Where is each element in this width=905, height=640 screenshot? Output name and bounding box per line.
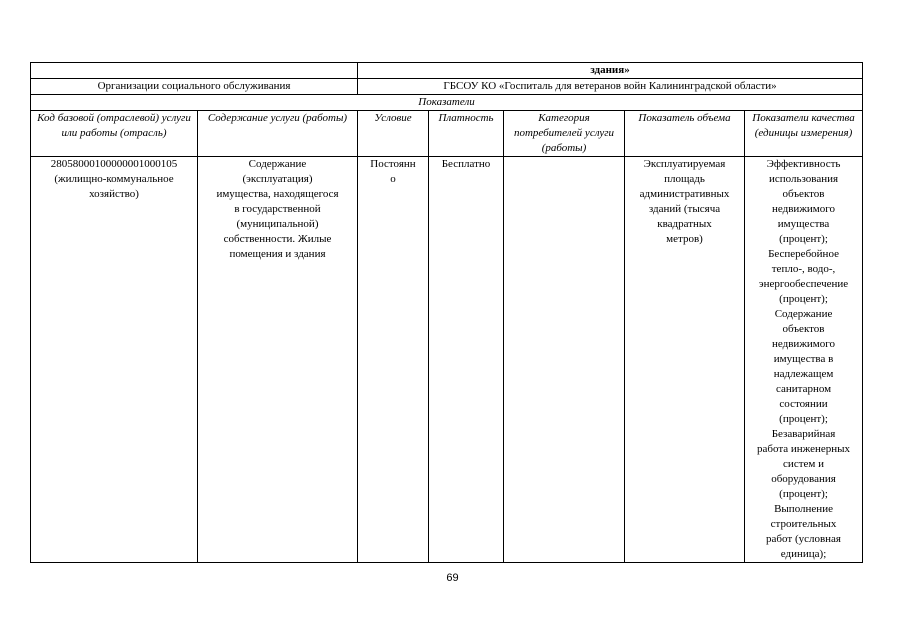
cell-quality: Эффективность использования объектов недвижимого имущества (процент); Бесперебойное тепло-, водо-, энергообеспечение (процент); Содержание объектов недвижимого имущества в надлежащем санитарном состоянии (процент); Безаварийная работа инженерных систем и оборудования (процент); Выполнение строительных работ (условная единица); xyxy=(745,157,863,563)
cell-consumer-category xyxy=(504,157,625,563)
header-payment: Платность xyxy=(429,111,504,157)
page-number: 69 xyxy=(446,572,459,584)
top-row xyxy=(31,63,863,79)
header-content: Содержание услуги (работы) xyxy=(198,111,358,157)
cell-volume: Эксплуатируемая площадь административных зданий (тысяча квадратных метров) xyxy=(625,157,745,563)
organization-label: Организации социального обслуживания xyxy=(31,79,358,95)
organization-name: ГБСОУ КО «Госпиталь для ветеранов войн Калининградской области» xyxy=(358,79,863,95)
cell-payment: Бесплатно xyxy=(429,157,504,563)
indicators-row xyxy=(31,95,863,111)
services-table xyxy=(30,62,863,563)
cell-code: 28058000100000001000105 (жилищно-коммунальное хозяйство) xyxy=(31,157,198,563)
header-code: Код базовой (отраслевой) услуги или работы (отрасль) xyxy=(31,111,198,157)
header-volume-indicator: Показатель объема xyxy=(625,111,745,157)
header-condition: Условие xyxy=(358,111,429,157)
organization-row xyxy=(31,79,863,95)
header-row xyxy=(31,111,863,157)
indicators-title: Показатели xyxy=(31,95,863,111)
top-row-text: здания» xyxy=(358,63,863,79)
cell-condition: Постоянн о xyxy=(358,157,429,563)
header-quality-indicators: Показатели качества (единицы измерения) xyxy=(745,111,863,157)
cell-content: Содержание (эксплуатация) имущества, находящегося в государственной (муниципальной) собственности. Жилые помещения и здания xyxy=(198,157,358,563)
top-row-empty-cell xyxy=(31,63,358,79)
header-consumer-category: Категория потребителей услуги (работы) xyxy=(504,111,625,157)
table-row xyxy=(31,157,863,563)
